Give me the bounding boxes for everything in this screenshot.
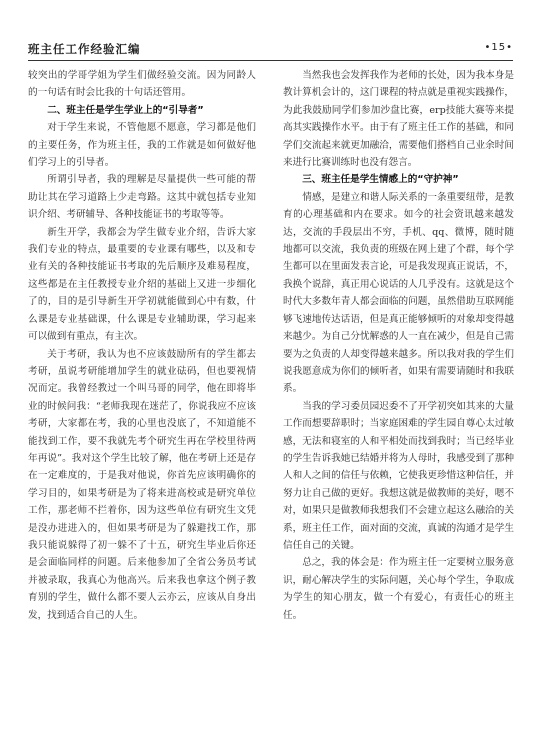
paragraph: 关于考研，我认为也不应该鼓励所有的学生都去考研，虽说考研能增加学生的就业砝码，但也要视情况而定。我曾经教过一个叫马哥的同学，他在即将毕业的时候问我：“老师我现在迷茫了，你说我应不应该考研，大家都在考，我的心里也没底了，不知道能不能找到工作，要不我就先考个研究生再在学校里待两年再说”。我对这个学生比较了解，他在考研上还是存在一定难度的，于是我对他说，你首先应该明确你的学习目的，如果考研是为了将来进高校或是研究单位工作，那老师不拦着你，因为这些单位有研究生文凭是没办进进入的，但如果考研是为了躲避找工作，那我只能说躲得了初一躲不了十五，研究生毕业后你还是会面临同样的问题。后来他参加了全省公务员考试并被录取，我真心为他高兴。后来我也拿这个例子教育别的学生，做什么都不要人云亦云，应该从自身出发，找到适合自己的人生。 bbox=[28, 348, 256, 621]
paragraph: 新生开学，我都会为学生做专业介绍，告诉大家我们专业的特点，最重要的专业课有哪些，以及和专业有关的各种技能证书考取的先后顺序及难易程度，这些都是在主任教授专业介绍的基础上又进一步细化了的，目的是引导新生开学初就能做到心中有数，什么课是专业基础课，什么课是专业辅助课，学习起来可以做到有重点，有主次。 bbox=[28, 226, 256, 343]
header-rule bbox=[28, 60, 513, 61]
paragraph: 当然我也会发挥我作为老师的长处，因为我本身是教计算机会计的，这门课程的特点就是重视实践操作，为此我鼓励同学们参加沙盘比赛，erp技能大赛等来提高其实践操作水平。由于有了班主任工作的基础，和同学们交流起来就更加融洽，需要他们搭档自己业余时间来进行比赛训练时也没有怨言。 bbox=[283, 70, 514, 169]
paragraph: 情感，是建立和谐人际关系的一条重要纽带，是教育的心理基础和内在要求。如今的社会资讯越来越发达，交流的手段层出不穷，手机、qq、微博，随时随地都可以交流，我负责的班级在网上建了个群，每个学生都可以在里面发表言论，可是我发现真正说话，不，我换个说辞，真正用心说话的人几乎没有。这就是这个时代大多数年青人都会面临的问题，虽然借助互联网能够飞速地传达话语，但是真正能够倾听的对象却变得越来越少。为自己分忧解惑的人一直在减少，但是自己需要为之负责的人却变得越来越多。所以我对我的学生们说我愿意成为你们的倾听者，如果有需要请随时和我联系。 bbox=[283, 191, 514, 395]
running-header bbox=[28, 41, 513, 57]
right-column bbox=[283, 67, 514, 624]
section-heading: 二、班主任是学生学业上的“引导者” bbox=[47, 104, 204, 116]
running-title: 班主任工作经验汇编 bbox=[28, 42, 141, 56]
paragraph: 所谓引导者，我的理解是尽量提供一些可能的帮助让其在学习道路上少走弯路。这其中就包括专业知识介绍、考研辅导、各种技能证书的考取等等。 bbox=[28, 174, 256, 221]
left-column bbox=[28, 67, 256, 624]
paragraph: 总之，我的体会是：作为班主任一定要树立服务意识，耐心解决学生的实际问题，关心每个学生，争取成为学生的知心朋友，做一个有爱心，有责任心的班主任。 bbox=[283, 557, 514, 621]
page-number: •15• bbox=[484, 42, 513, 53]
paragraph: 对于学生来说，不管他愿不愿意，学习都是他们的主要任务，作为班主任，我的工作就是如何做好他们学习上的引导者。 bbox=[28, 122, 256, 169]
paragraph: 当我的学习委员园迟委不了开学初突如其来的大量工作而想要辞职时；当家庭困难的学生园自尊心太过敏感，无法和寝室的人和平相处而找到我时；当已经毕业的学生告诉我她已结婚并将为人母时，我感受到了那种人和人之间的信任与依赖，它使我更珍惜这种信任，并努力让自己做的更好。我想这就是做教师的美好，嗯不对，如果只是做教师我想我们不会建立起这么融洽的关系，班主任工作，面对面的交流，真诚的沟通才是学生信任自己的关键。 bbox=[283, 400, 514, 551]
section-heading: 三、班主任是学生情感上的“守护神” bbox=[302, 174, 459, 186]
paragraph: 较突出的学哥学姐为学生们做经验交流。因为同龄人的一句话有时会比我的十句话还管用。 bbox=[28, 70, 256, 99]
